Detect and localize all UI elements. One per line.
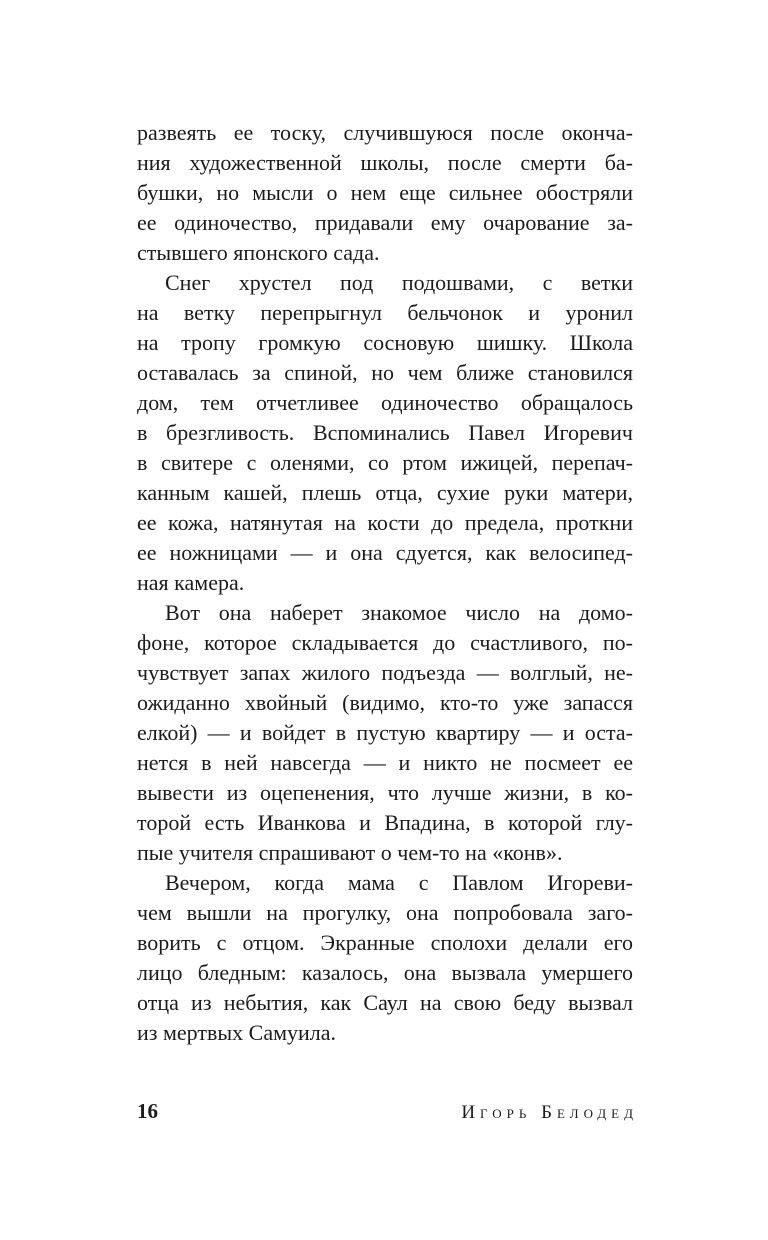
text-line: нется в ней навсегда — и никто не посмеет ее	[137, 750, 633, 775]
text-line: Вот она наберет знакомое число на домо-	[165, 600, 633, 625]
text-line: в свитере с оленями, со ртом ижицей, перепач-	[137, 450, 633, 475]
text-line: вывести из оцепенения, что лучше жизни, в ко-	[137, 780, 633, 805]
text-line: отца из небытия, как Саул на свою беду вызвал	[137, 990, 633, 1015]
text-line: на тропу громкую сосновую шишку. Школа	[137, 330, 633, 355]
text-line: из мертвых Самуила.	[137, 1020, 337, 1045]
text-line: Снег хрустел под подошвами, с ветки	[165, 270, 633, 295]
text-line: канным кашей, плешь отца, сухие руки матери,	[137, 480, 633, 505]
text-line: ожиданно хвойный (видимо, кто-то уже запасся	[137, 690, 633, 715]
text-line: ее ножницами — и она сдуется, как велосипед-	[137, 540, 633, 565]
page-footer	[137, 1098, 638, 1126]
text-line: пые учителя спрашивают о чем-то на «конв».	[137, 840, 563, 865]
page-number: 16	[137, 1099, 158, 1123]
paragraph	[137, 268, 633, 598]
text-line: в брезгливость. Вспоминались Павел Игоревич	[137, 420, 633, 445]
text-line: елкой) — и войдет в пустую квартиру — и оста-	[137, 720, 633, 745]
text-line: дом, тем отчетливее одиночество обращалось	[137, 390, 633, 415]
paragraph	[137, 598, 633, 868]
text-line: ная камера.	[137, 570, 245, 595]
text-line: чувствует запах жилого подъезда — волглый, не-	[137, 660, 633, 685]
text-line: развеять ее тоску, случившуюся после оконча-	[137, 120, 633, 145]
paragraph	[137, 118, 633, 268]
text-line: фоне, которое складывается до счастливого, по-	[137, 630, 633, 655]
text-line: ния художественной школы, после смерти ба-	[137, 150, 633, 175]
text-line: Вечером, когда мама с Павлом Игореви-	[165, 870, 633, 895]
text-line: оставалась за спиной, но чем ближе становился	[137, 360, 633, 385]
body-text-block	[137, 118, 633, 1048]
paragraph	[137, 868, 633, 1048]
running-head-author: Игорь Белодед	[461, 1102, 638, 1123]
text-line: на ветку перепрыгнул бельчонок и уронил	[137, 300, 633, 325]
text-line: ворить с отцом. Экранные сполохи делали его	[137, 930, 633, 955]
text-line: торой есть Иванкова и Впадина, в которой глу-	[137, 810, 633, 835]
text-line: лицо бледным: казалось, она вызвала умершего	[137, 960, 633, 985]
text-line: бушки, но мысли о нем еще сильнее обостряли	[137, 180, 633, 205]
text-line: чем вышли на прогулку, она попробовала заго-	[137, 900, 633, 925]
text-line: ее кожа, натянутая на кости до предела, проткни	[137, 510, 633, 535]
text-line: стывшего японского сада.	[137, 240, 380, 265]
text-line: ее одиночество, придавали ему очарование за-	[137, 210, 633, 235]
